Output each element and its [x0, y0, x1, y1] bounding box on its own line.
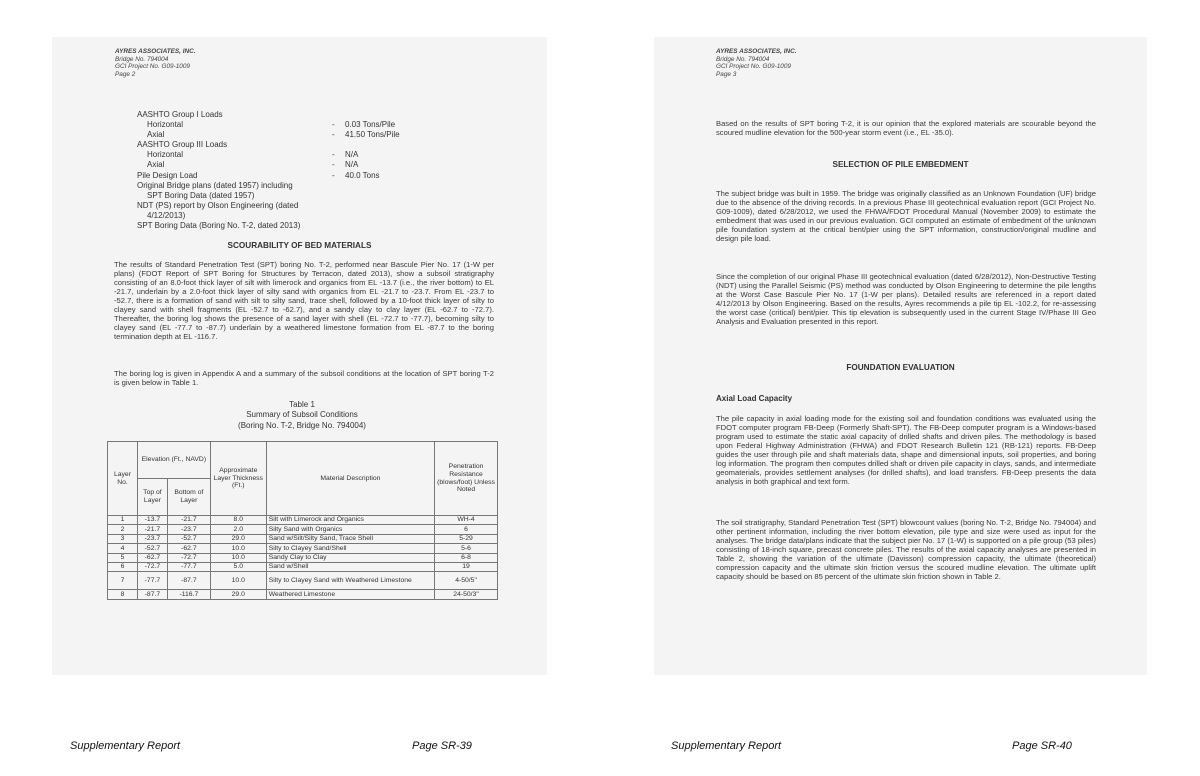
load-label: Axial [147, 130, 165, 140]
cell-bottom: -77.7 [167, 562, 210, 571]
cell-thickness: 10.0 [210, 544, 266, 553]
cell-penetration: 24-50/3" [435, 590, 498, 599]
col-header-elevation: Elevation (Ft., NAVD) [137, 442, 210, 479]
report-page-left [52, 37, 547, 675]
cell-thickness: 10.0 [210, 553, 266, 562]
footer-report-title-right: Supplementary Report [671, 740, 782, 752]
footer-report-title-left: Supplementary Report [70, 740, 181, 752]
load-dash: - [332, 160, 335, 170]
company-name: AYRES ASSOCIATES, INC. [716, 48, 797, 55]
cell-penetration: WH-4 [435, 516, 498, 525]
subsection-title-axial-load: Axial Load Capacity [716, 394, 793, 403]
table-number: Table 1 [289, 400, 315, 409]
cell-thickness: 10.0 [210, 572, 266, 590]
cell-layer-no: 6 [108, 562, 138, 571]
page-header [115, 48, 195, 78]
soil-stratigraphy-paragraph: The soil stratigraphy, Standard Penetration Test (SPT) blowcount values (boring No. T-2, Bridge No. 794004) and other pertinent information, including the river bottom elevation, pile type and size were used as input for the analyses. The bridge data/plans indicate that the subject pier No. 17 (1-W) is supported on a pile group (53 piles) consisting of 18-inch square, precast concrete piles. The results of the axial capacity analyses are presented in Table 2, showing the variation of the ultimate (Davisson) compression capacity, the ultimate (theoretical) compression capacity and the ultimate skin friction versus the scoured mudline elevation. The ultimate uplift capacity should be based on 85 percent of the ultimate skin friction shown in Table 2. [716, 518, 1096, 581]
load-label: SPT Boring Data (dated 1957) [147, 190, 255, 200]
cell-description: Sandy Clay to Clay [266, 553, 434, 562]
load-value: 40.0 Tons [345, 170, 380, 180]
cell-bottom: -87.7 [167, 572, 210, 590]
table-caption [152, 400, 452, 431]
cell-description: Silt with Limerock and Organics [266, 516, 434, 525]
table-row [108, 516, 498, 525]
table-row [108, 590, 498, 599]
footer-page-number-left: Page SR-39 [412, 740, 472, 752]
cell-description: Sand w/Silt/Silty Sand, Trace Shell [266, 534, 434, 543]
cell-top: -87.7 [137, 590, 167, 599]
load-row [137, 221, 497, 231]
cell-top: -52.7 [137, 544, 167, 553]
cell-top: -13.7 [137, 516, 167, 525]
cell-penetration: 4-50/5" [435, 572, 498, 590]
subsoil-table-body [108, 516, 498, 600]
load-label: NDT (PS) report by Olson Engineering (dated [137, 200, 299, 210]
bridge-number: Bridge No. 794004 [716, 55, 770, 63]
col-header-bottom: Bottom of Layer [167, 479, 210, 516]
cell-penetration: 5-6 [435, 544, 498, 553]
load-row [137, 160, 497, 170]
cell-description: Silty to Clayey Sand with Weathered Limestone [266, 572, 434, 590]
table-row [108, 553, 498, 562]
cell-layer-no: 8 [108, 590, 138, 599]
load-dash: - [332, 130, 335, 140]
col-header-top: Top of Layer [137, 479, 167, 516]
company-name: AYRES ASSOCIATES, INC. [115, 48, 196, 55]
header-page-number: Page 3 [716, 70, 737, 78]
boring-log-paragraph: The boring log is given in Appendix A and a summary of the subsoil conditions at the location of SPT boring T-2 is given below in Table 1. [114, 369, 494, 387]
load-label: Original Bridge plans (dated 1957) including [137, 180, 293, 190]
fb-deep-paragraph: The pile capacity in axial loading mode for the existing soil and foundation conditions was evaluated using the FDOT computer program FB-Deep (Formerly Shaft-SPT). The FB-Deep computer program is a Windows-based program used to estimate the static axial capacity of drilled shafts and driven piles. The methodology is based upon Federal Highway Administration (FHWA) and FDOT Research Bulletin 121 (RB-121) reports. FB-Deep guides the user through pile and shaft materials data, shape and dimensional inputs, soil properties, and boring log information. The program then computes drilled shaft or driven pile capacity in clays, sands, and intermediate geomaterials, provides settlement analyses (for drilled shafts), and load transfers. FB-Deep presents the data analysis in both graphical and text form. [716, 414, 1096, 486]
load-label: SPT Boring Data (Boring No. T-2, dated 2013) [137, 221, 301, 231]
section-title-scourability: SCOURABILITY OF BED MATERIALS [227, 241, 372, 250]
col-header-description: Material Description [266, 442, 434, 516]
load-label: AASHTO Group III Loads [137, 140, 228, 150]
cell-layer-no: 7 [108, 572, 138, 590]
cell-thickness: 8.0 [210, 516, 266, 525]
cell-layer-no: 5 [108, 553, 138, 562]
section-title-foundation-evaluation: FOUNDATION EVALUATION [846, 363, 955, 372]
load-row [137, 130, 497, 140]
load-row [137, 150, 497, 160]
cell-bottom: -72.7 [167, 553, 210, 562]
cell-top: -77.7 [137, 572, 167, 590]
cell-bottom: -62.7 [167, 544, 210, 553]
load-value: N/A [345, 150, 359, 160]
table-title: Summary of Subsoil Conditions [246, 410, 358, 420]
ndt-paragraph: Since the completion of our original Phase III geotechnical evaluation (dated 6/28/2012), Non-Destructive Testing (NDT) using the Parallel Seismic (PS) method was conducted by Olson Engineering to determine the pile lengths at the Worst Case Bascule Pier No. 17 (1-W per plans). Detailed results are referenced in a report dated 4/12/2013 by Olson Engineering. Based on the results, Ayres recommends a pile tip EL -102.2, for re-assessing the worst case (critical) bent/pier. This tip elevation is subsequently used in the current Stage IV/Phase III Geo Analysis and Evaluation presented in this report. [716, 272, 1096, 326]
table-row [108, 534, 498, 543]
load-dash: - [332, 150, 335, 160]
table-row [108, 525, 498, 534]
load-dash: - [332, 170, 335, 180]
table-row [108, 544, 498, 553]
load-dash: - [332, 120, 335, 130]
col-header-thickness: Approximate Layer Thickness (Ft.) [210, 442, 266, 516]
project-number: GCI Project No. G09-1009 [115, 63, 190, 71]
load-row [137, 110, 497, 120]
project-number: GCI Project No. G09-1009 [716, 63, 791, 71]
load-row [137, 201, 497, 211]
cell-layer-no: 3 [108, 534, 138, 543]
load-label: AASHTO Group I Loads [137, 110, 223, 119]
cell-thickness: 29.0 [210, 534, 266, 543]
col-header-layer: Layer No. [108, 442, 138, 516]
page-header [716, 48, 796, 78]
load-row [137, 211, 497, 221]
load-value: 41.50 Tons/Pile [345, 130, 400, 140]
cell-layer-no: 2 [108, 525, 138, 534]
load-label: Horizontal [147, 150, 184, 160]
load-label: Horizontal [147, 120, 184, 130]
cell-penetration: 19 [435, 562, 498, 571]
footer-page-number-right: Page SR-40 [1012, 740, 1072, 752]
cell-layer-no: 4 [108, 544, 138, 553]
cell-description: Silty to Clayey Sand/Shell [266, 544, 434, 553]
pile-embedment-paragraph: The subject bridge was built in 1959. The bridge was originally classified as an Unknown Foundation (UF) bridge due to the absence of the driving records. In a previous Phase III geotechnical evaluation report (GCI Project No. G09-1009), dated 6/28/2012, we used the FHWA/FDOT Procedural Manual (November 2009) to estimate the embedment that was used in our previous evaluation. GCI computed an estimate of embedment of the unknown pile foundation system at the critical bent/pier using the SPT information, construction/original mudline and design pile load. [716, 189, 1096, 243]
cell-penetration: 6 [435, 525, 498, 534]
cell-penetration: 5-29 [435, 534, 498, 543]
cell-layer-no: 1 [108, 516, 138, 525]
load-value: 0.03 Tons/Pile [345, 120, 396, 130]
cell-bottom: -52.7 [167, 534, 210, 543]
cell-top: -62.7 [137, 553, 167, 562]
report-page-right [654, 37, 1147, 675]
cell-bottom: -116.7 [167, 590, 210, 599]
table-row [108, 562, 498, 571]
load-row [137, 191, 497, 201]
table-row [108, 572, 498, 590]
subsoil-table [107, 441, 498, 600]
cell-bottom: -23.7 [167, 525, 210, 534]
load-value: N/A [345, 160, 359, 170]
cell-bottom: -21.7 [167, 516, 210, 525]
table-subtitle: (Boring No. T-2, Bridge No. 794004) [238, 420, 366, 430]
loads-list [137, 110, 497, 231]
load-row [137, 120, 497, 130]
cell-thickness: 29.0 [210, 590, 266, 599]
bridge-number: Bridge No. 794004 [115, 55, 169, 63]
cell-top: -23.7 [137, 534, 167, 543]
load-row [137, 140, 497, 150]
scour-opinion-paragraph: Based on the results of SPT boring T-2, it is our opinion that the explored materials are scourable beyond the scoured mudline elevation for the 500-year storm event (i.e., EL -35.0). [716, 119, 1096, 137]
header-page-number: Page 2 [115, 70, 136, 78]
cell-penetration: 6-8 [435, 553, 498, 562]
cell-description: Weathered Limestone [266, 590, 434, 599]
load-label: 4/12/2013) [147, 210, 186, 220]
load-label: Axial [147, 160, 165, 170]
col-header-penetration: Penetration Resistance (blows/foot) Unless Noted [435, 442, 498, 516]
cell-description: Silty Sand with Organics [266, 525, 434, 534]
section-title-pile-embedment: SELECTION OF PILE EMBEDMENT [832, 160, 969, 169]
cell-top: -21.7 [137, 525, 167, 534]
load-row [137, 171, 497, 181]
load-row [137, 181, 497, 191]
cell-description: Sand w/Shell [266, 562, 434, 571]
scourability-paragraph: The results of Standard Penetration Test (SPT) boring No. T-2, performed near Bascule Pier No. 17 (1-W per plans) (FDOT Report of SPT Boring for Structures by Terracon, dated 2013), show a subsoil stratigraphy consisting of an 8.0-foot thick layer of silt with limerock and organics from EL -13.7 (i.e., the river bottom) to EL -21.7, underlain by a 2.0-foot thick layer of silty sand with organics from EL -21.7 to -23.7. From EL -23.7 to -52.7, there is a formation of sand with silt to silty sand, trace shell, followed by a 10-foot thick layer of silty to clayey sand with shell fragments (EL -52.7 to -62.7), and a sandy clay to clay layer (EL -62.7 to -72.7). Thereafter, the boring log shows the presence of a sand layer with shell (EL -72.7 to -77.7), becoming silty to clayey sand (EL -77.7 to -87.7) underlain by a weathered limestone formation from EL -87.7 to the boring termination depth at EL -116.7. [114, 260, 494, 341]
load-label: Pile Design Load [137, 170, 198, 180]
cell-thickness: 5.0 [210, 562, 266, 571]
cell-thickness: 2.0 [210, 525, 266, 534]
cell-top: -72.7 [137, 562, 167, 571]
